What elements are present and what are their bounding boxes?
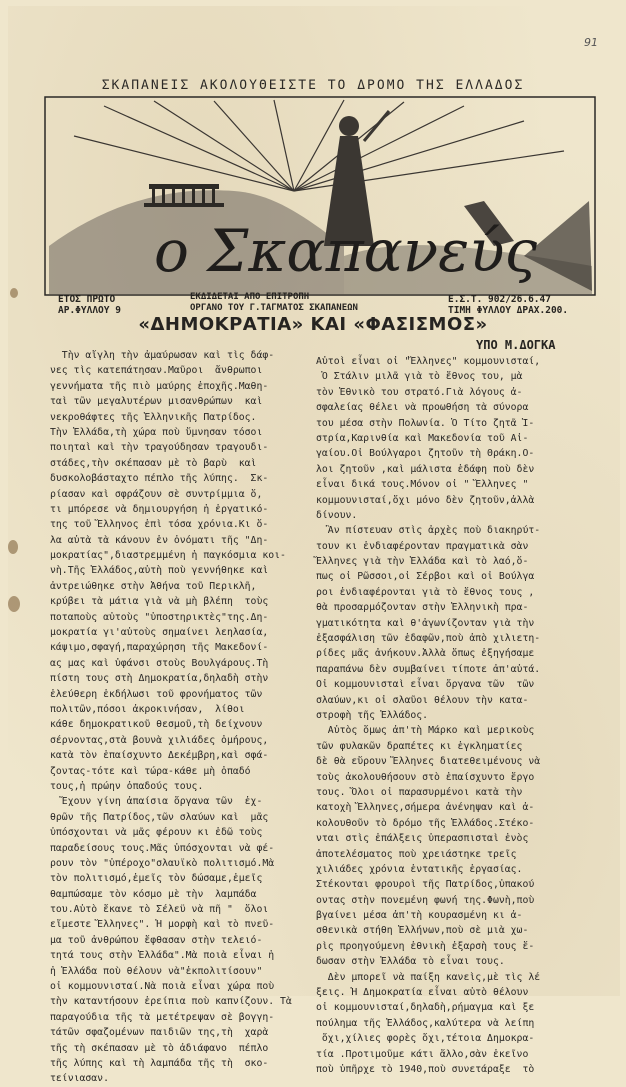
slogan-banner: ΣΚΑΠΑΝΕΙΣ ΑΚΟΛΟΥΘΕΙΣΤΕ ΤΟ ΔΡΟΜΟ ΤΗΣ ΕΛΛΑΔΟΣ: [101, 78, 525, 93]
publisher-organ: ΟΡΓΑΝΟ ΤΟΥ Γ.ΤΑΓΜΑΤΟΣ ΣΚΑΠΑΝΕΩΝ: [190, 303, 358, 313]
text-line: του.Αὐτὸ ἔκανε τὸ Σέλεϋ νὰ πῆ " ὅλοι: [50, 904, 269, 916]
paper-stain: [8, 540, 18, 554]
issue-info-right: [448, 294, 568, 316]
text-line: ας μας καὶ ὑφάνσι στοὺς Βουλγάρους.Τὴ: [50, 657, 269, 669]
text-line: γαίου.Οἱ Βούλγαροι ζητοῦν τὴ Θράκη.Ο-: [316, 448, 535, 460]
issue-info-center: [190, 292, 358, 314]
text-line: παραδείσους τους.Μᾶς ὑπόσχονται νὰ φέ-: [50, 842, 275, 854]
text-line: τάτῶν σφαζομένων παιδιῶν της,τὴ χαρὰ: [50, 1027, 269, 1039]
text-line: δυσκολοβάσταχτο πέπλο τῆς λύπης. Σκ-: [50, 473, 269, 485]
text-line: ρίασαν καὶ σφράζουν σὲ συντρίμμια ὅ,: [50, 488, 263, 500]
text-line: ποιηταὶ καὶ τὴν τραγούδησαν τραγουδι-: [50, 442, 269, 454]
text-line: της τοῦ Ἕλληνος ἐπὶ τόσα χρόνια.Κι ὅ-: [50, 519, 269, 531]
issue-info-left: [58, 294, 121, 316]
text-line: στρία,Καρινθία καὶ Μακεδονία τοῦ Αἰ-: [316, 432, 529, 444]
text-line: οἱ κομμουνισταί,δηλαδὴ,ρήμαγμα καὶ ξε: [316, 1002, 535, 1014]
text-line: ζοντας-τότε καὶ τώρα-κάθε μὴ ὁπαδό: [50, 765, 251, 777]
text-line: Ἔχουν γίνη ἀπαίσια ὄργανα τῶν ἐχ-: [50, 796, 263, 808]
text-line: θαμπώσαμε τὸν κόσμο μὲ τὴν λαμπάδα: [50, 888, 257, 900]
text-line: Τὴν Ἑλλάδα,τὴ χώρα ποὺ ὕμνησαν τόσοι: [50, 426, 263, 438]
text-line: βγαίνει μέσα ἀπ'τὴ κουρασμένη κι ἀ-: [316, 910, 523, 922]
text-line: νες τὶς κατεπάτησαν.Μαῦροι ἄνθρωποι: [50, 365, 263, 377]
text-line: εἴμεστε Ἕλληνες". Ἡ μορφὴ καὶ τὸ πνεῦ-: [50, 919, 275, 931]
paper-stain: [10, 288, 18, 298]
text-line: ἀποτελέσματος ποὺ χρειάστηκε τρεῖς: [316, 848, 517, 860]
issue-price: ΤΙΜΗ ΦΥΛΛΟΥ ΔΡΑΧ.200.: [448, 305, 569, 316]
text-line: γματικότητα καὶ θ'ἀγωνίζονταν γιὰ τὴν: [316, 617, 535, 629]
article-left-column: [50, 348, 314, 1087]
text-line: τοὺς ἀκολουθήσουν στὸ ἑπαίσχυντο ἔργο: [316, 771, 535, 783]
text-line: τουν κι ἐνδιαφέρονταν πραγματικὰ σὰν: [316, 540, 529, 552]
text-line: Ἕλληνες γιὰ τὴν Ἑλλάδα καὶ τὸ λαό,ὅ-: [316, 556, 529, 568]
text-line: στροφὴ τῆς Ἑλλάδος.: [316, 709, 429, 721]
text-line: τὸν Ἐθνικὸ του στρατό.Γιὰ λόγους ἀ-: [316, 386, 523, 398]
text-line: κάψιμο,σφαγή,παραχώρηση τῆς Μακεδονί-: [50, 642, 269, 654]
text-line: δίνουν.: [316, 509, 358, 521]
text-line: ποὺ ὑπῆρχε τὸ 1940,ποὺ συνετάραξε τὸ: [316, 1063, 535, 1075]
text-line: δὲ θὰ εὕρουν Ἕλληνες διατεθειμένους νὰ: [316, 756, 541, 768]
text-line: τὸν πολιτισμό,ἐμεῖς τὸν δώσαμε,ἐμεῖς: [50, 873, 263, 885]
text-line: γεννήματα τῆς πιὸ μαύρης ἐποχῆς.Μαθη-: [50, 380, 269, 392]
text-line: ξεις. Ἡ Δημοκρατία εἶναι αὐτὸ θέλουν: [316, 987, 529, 999]
text-line: ἐξασφάλιση τῶν ἐδαφῶν,ποὺ ἀπὸ χιλιετη-: [316, 633, 541, 645]
issue-number: ΑΡ.ΦΥΛΛΟΥ 9: [58, 305, 121, 316]
text-line: κολουθοῦν τὸ δρόμο τῆς Ἑλλάδος.Στέκο-: [316, 817, 535, 829]
article-headline: «ΔΗΜΟΚΡΑΤΙΑ» ΚΑΙ «ΦΑΣΙΣΜΟΣ»: [138, 314, 488, 335]
text-line: ρουν τὸν "ὑπέροχο"σλαυϊκὸ πολιτισμό.Μὰ: [50, 857, 275, 869]
text-line: τῶν φυλακῶν δραπέτες κι ἐγκληματίες: [316, 740, 523, 752]
text-line: κρύβει τὰ μάτια γιὰ νὰ μὴ βλέπη τοὺς: [50, 596, 269, 608]
text-line: παραπάνω δὲν συμβαίνει τίποτε ἀπ'αὐτά.: [316, 663, 541, 675]
text-line: ποταποὺς αὐτοὺς "ὑποστηρικτὲς"της.Δη-: [50, 611, 269, 623]
text-line: ὄχι,χίλιες φορὲς ὄχι,τέτοια Δημοκρα-: [316, 1033, 535, 1045]
text-line: λοι ζητοῦν ,καὶ μάλιστα ἐδάφη ποὺ δὲν: [316, 463, 535, 475]
text-line: κατοχὴ Ἕλληνες,σήμερα ἀνένηψαν καὶ ἀ-: [316, 802, 535, 814]
text-line: σέρνοντας,στὰ βουνὰ χιλιάδες ὁμήρους,: [50, 734, 269, 746]
text-line: Δὲν μπορεῖ νὰ παίξη κανεὶς,μὲ τὶς λέ: [316, 971, 541, 983]
text-line: ρίδες μᾶς ἀνήκουν.Ἀλλὰ ὅπως ἐξηγήσαμε: [316, 648, 535, 660]
text-line: μοκρατία γι'αὐτοὺς σημαίνει λεηλασία,: [50, 627, 269, 639]
text-line: ροι ἐνδιαφέρονται γιὰ τὸ ἔθνος τους ,: [316, 586, 535, 598]
text-line: εἶναι δικά τους.Μόνον οἱ " Ἕλληνες ": [316, 479, 529, 491]
text-line: παραγούδια τῆς τὰ μετέτρεψαν σὲ βογγη-: [50, 1011, 275, 1023]
text-line: πως οἱ Ρῶσσοι,οἱ Σέρβοι καὶ οἱ Βούλγα: [316, 571, 535, 583]
text-line: τῆς τὴ σκέπασαν μὲ τὸ ἀδιάφανο πέπλο: [50, 1042, 269, 1054]
article-author: ΥΠΟ Μ.ΔΟΓΚΑ: [476, 338, 556, 352]
text-line: ὑπόσχονται νὰ μᾶς φέρουν κι ἐδῶ τοὺς: [50, 827, 263, 839]
text-line: δωσαν στὴν Ἑλλάδα τὸ εἶναι τους.: [316, 956, 505, 968]
text-line: μοκρατίας",διαστρεμμένη ἡ παγκόσμια κοι-: [50, 550, 286, 562]
text-line: τείνιασαν.: [50, 1073, 109, 1085]
text-line: σλαύων,κι οἱ σλαῦοι θέλουν τὴν κατα-: [316, 694, 529, 706]
text-line: ρὶς προηγούμενη ἐθνικὴ ἐξαρσὴ τους ἔ-: [316, 940, 535, 952]
text-line: Αὐτὸς ὅμως ἀπ'τὴ Μάρκο καὶ μερικοὺς: [316, 725, 535, 737]
text-line: σφαλείας θέλει νὰ προωθήση τὰ σύνορα: [316, 402, 529, 414]
paper-stain: [8, 596, 20, 612]
text-line: νὴ.Τῆς Ἑλλάδος,αὐτὴ ποὺ γεννήθηκε καὶ: [50, 565, 269, 577]
text-line: θὰ προσαρμόζονταν στὴν Ἑλληνικὴ πρα-: [316, 602, 529, 614]
text-line: οἱ κομμουνισταί.Νὰ ποιὰ εἶναι χώρα ποὺ: [50, 981, 275, 993]
publisher-committee: ΕΚΔΙΔΕΤΑΙ ΑΠΟ ΕΠΙΤΡΟΠΗ: [190, 292, 310, 302]
text-line: τῆς λύπης καὶ τὴ λαμπάδα τῆς τὴ σκο-: [50, 1057, 269, 1069]
text-line: Τὴν αἴγλη τὴν ἀμαύρωσαν καὶ τὶς δάφ-: [50, 350, 275, 361]
text-line: κομμουνισταί,ὄχι μόνο δὲν ζητοῦν,ἀλλὰ: [316, 494, 535, 506]
text-line: ἡ Ἑλλάδα ποὺ θέλουν νὰ"ἐκπολιτίσουν": [50, 965, 263, 977]
text-line: τία .Προτιμοῦμε κάτι ἄλλο,σὰν ἐκεῖνο: [316, 1048, 529, 1060]
text-line: τι μπόρεσε νὰ δημιουργήση ἡ ἐργατικό-: [50, 503, 269, 515]
text-line: τητά τους στὴν Ἑλλάδα".Μὰ ποιὰ εἶναι ἡ: [50, 950, 275, 962]
text-line: πολιτῶν,πόσοι ἀκροκινήσαν, λίθοι: [50, 703, 245, 715]
text-line: οντας στὴν πονεμένη φωνή της.Φωνὴ,ποὺ: [316, 894, 535, 906]
text-line: πίστη τους στὴ Δημοκρατία,δηλαδὴ στὴν: [50, 673, 269, 685]
article-right-column: [316, 354, 606, 1077]
issue-date: Ε.Σ.Τ. 902/26.6.47: [448, 294, 551, 305]
masthead-title: ο Σκαπανεύς: [154, 217, 537, 285]
text-line: ἐλεύθερη ἐκδήλωσι τοῦ φρονήματος τῶν: [50, 688, 263, 700]
text-line: Αὐτοὶ εἶναι οἱ "Ἕλληνες" κομμουνισταί,: [316, 356, 541, 367]
text-line: νται στὶς ἐπάλξεις ὑπερασπισταὶ ἑνὸς: [316, 833, 529, 845]
text-line: τους,ἡ πρώην ὀπαδούς τους.: [50, 780, 204, 792]
text-line: σθενικὰ στήθη Ἑλλήνων,ποὺ σὲ μιὰ χω-: [316, 925, 529, 937]
text-line: τὴν καταντήσουν ἐρείπια ποὺ καπνίζουν. Τὰ: [50, 996, 292, 1008]
text-line: Στέκονται φρουροὶ τῆς Πατρίδος,ὑπακού: [316, 879, 535, 891]
page-number: 91: [584, 36, 598, 49]
text-line: ἀντρειώθηκε στὴν Ἀθήνα τοῦ Περικλῆ,: [50, 580, 257, 592]
text-line: τους. Ὅλοι οἱ παρασυρμένοι κατὰ τὴν: [316, 786, 523, 798]
text-line: θρῶν τῆς Πατρίδος,τῶν σλαύων καὶ μᾶς: [50, 811, 269, 823]
text-line: Ὁ Στάλιν μιλᾶ γιὰ τὸ ἔθνος του, μὰ: [316, 371, 523, 383]
text-line: ταὶ τῶν μεγαλυτέρων μισανθρώπων καὶ: [50, 396, 263, 408]
text-line: κατὰ τὸν ἑπαίσχυντο Δεκέμβρη,καὶ σφά-: [50, 750, 269, 762]
text-line: Ἂν πίστευαν στὶς ἀρχὲς ποὺ διακηρύτ-: [316, 525, 541, 537]
text-line: χιλιάδες χρόνια ἐντατικῆς ἐργασίας.: [316, 863, 523, 875]
text-line: λα αὐτὰ τὰ κάνουν ἐν ὀνόματι τῆς "Δη-: [50, 534, 269, 546]
text-line: νεκροθάφτες τῆς Ἑλληνικῆς Πατρίδος.: [50, 411, 257, 423]
text-line: Οἱ κομμουνισταὶ εἶναι ὄργανα τῶν τῶν: [316, 679, 535, 691]
issue-year: ΕΤΟΣ ΠΡΩΤΟ: [58, 294, 116, 305]
text-line: του μέσα στὴν Πολωνία. Ὁ Τίτο ζητᾶ Ἰ-: [316, 417, 535, 429]
text-line: μα τοῦ ἀνθρώπου ἔφθασαν στὴν τελειό-: [50, 934, 263, 946]
text-line: πούλημα τῆς Ἑλλάδος,καλύτερα νὰ λείπη: [316, 1017, 535, 1029]
masthead-illustration: [44, 96, 596, 296]
text-line: στάδες,τὴν σκέπασαν μὲ τὸ βαρὺ καὶ: [50, 457, 257, 469]
text-line: κάθε δημοκρατικοῦ θεσμοῦ,τὴ δείχνουν: [50, 719, 263, 731]
